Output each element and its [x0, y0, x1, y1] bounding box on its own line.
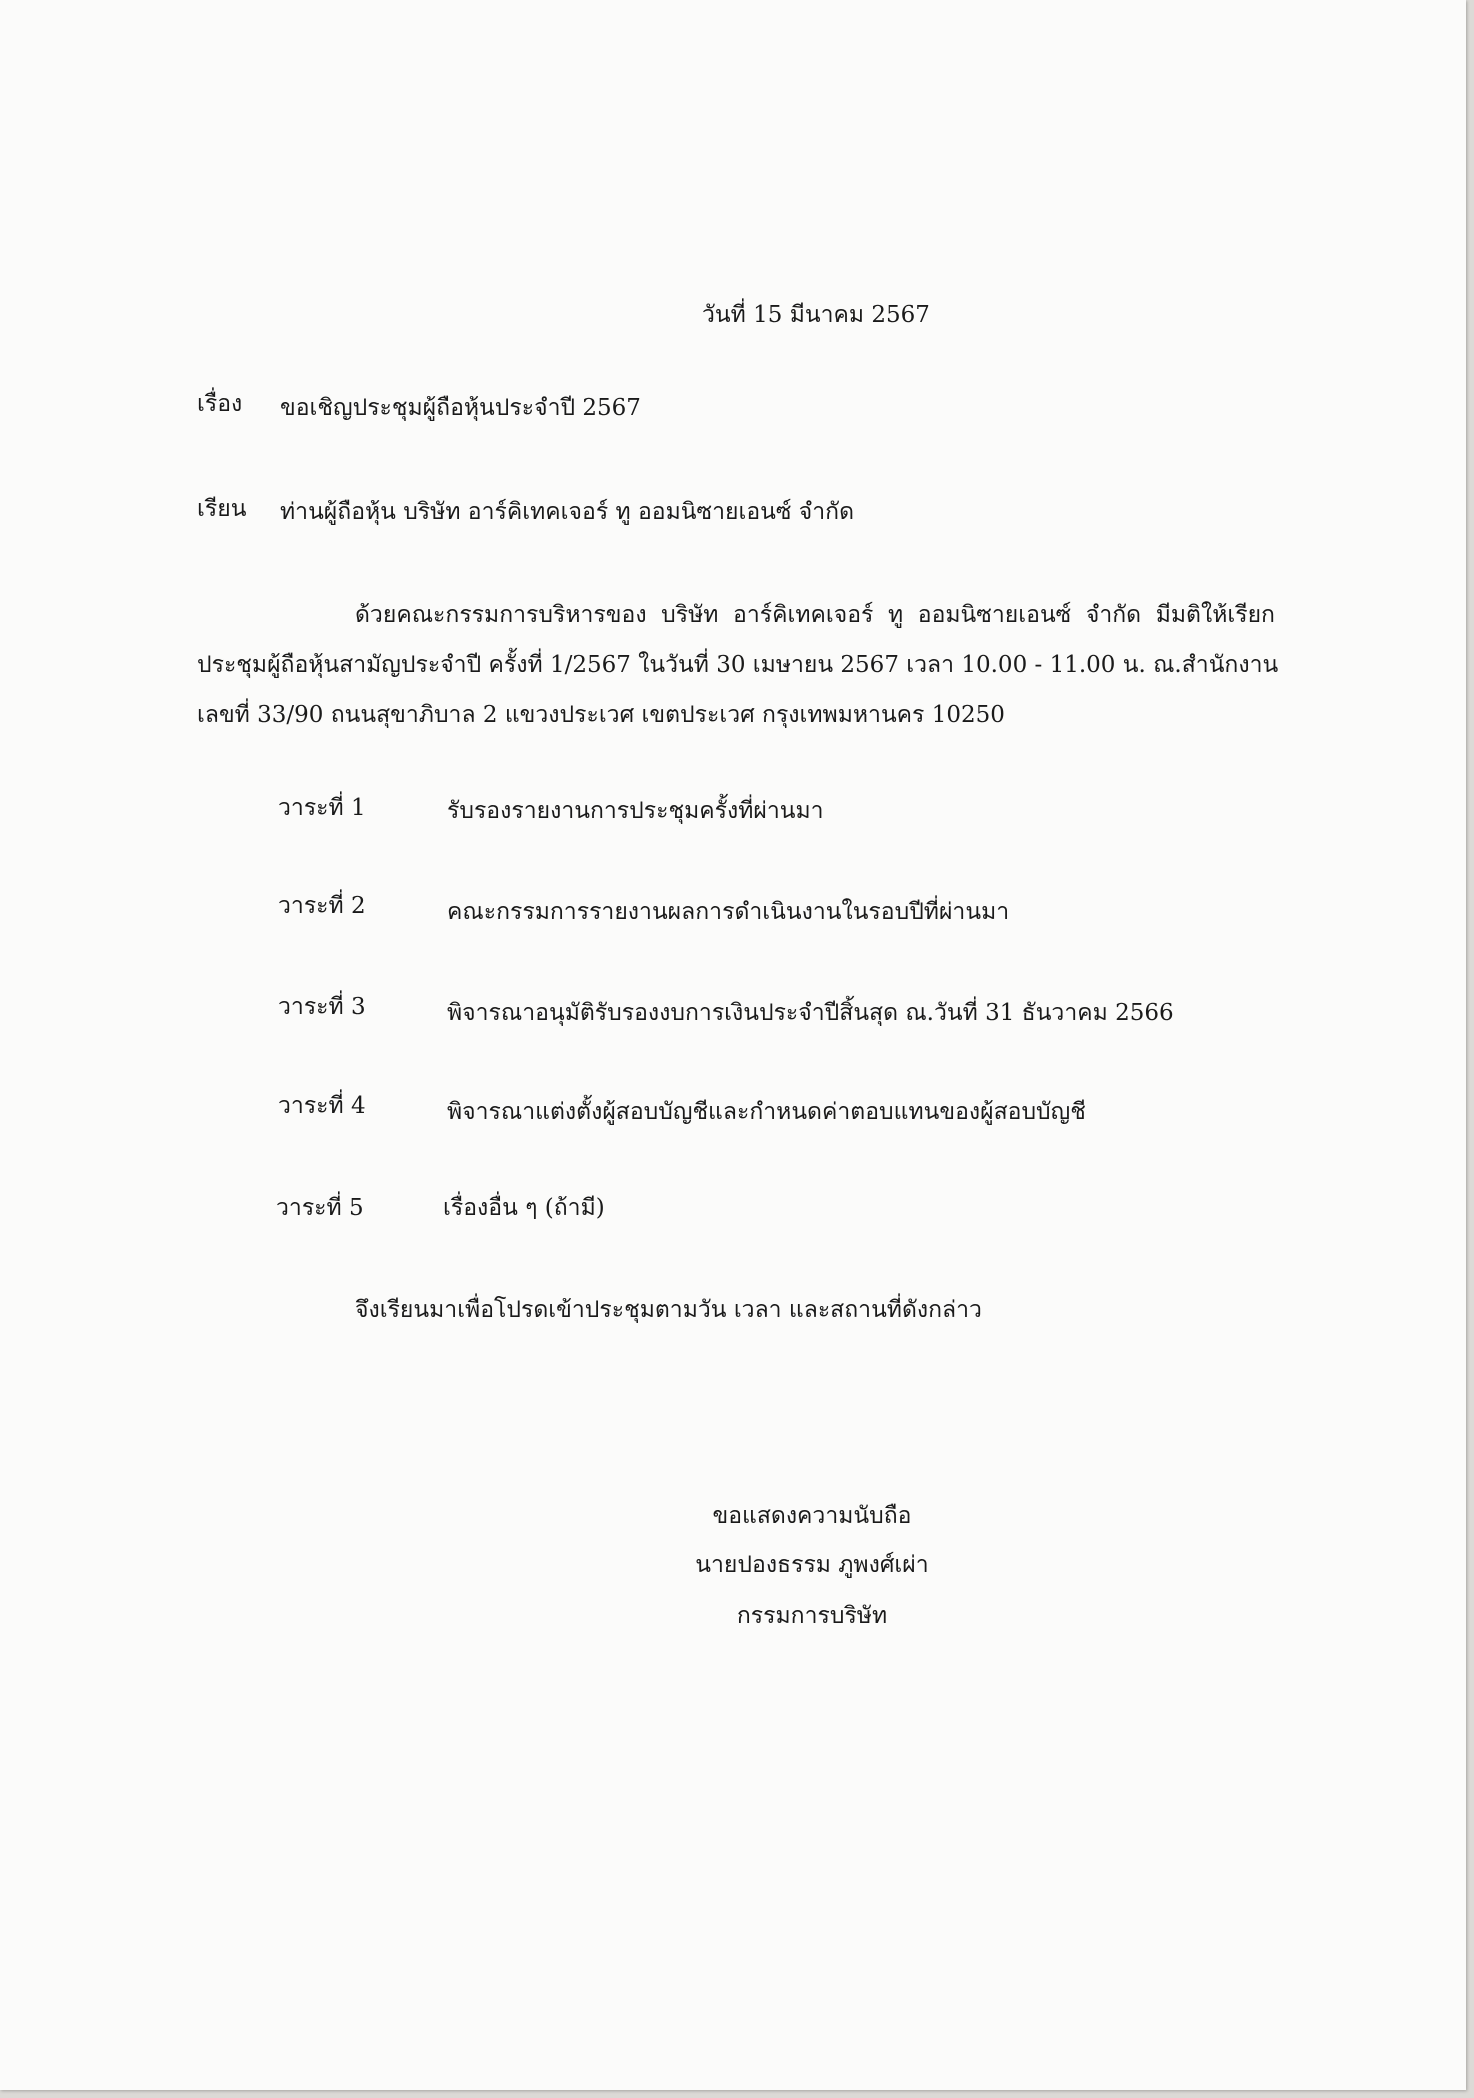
- body-line-2: ประชุมผู้ถือหุ้นสามัญประจำปี ครั้งที่ 1/2567 ในวันที่ 30 เมษายน 2567 เวลา 10.00 - 11.00 น. ณ.สำนักงาน: [197, 652, 1279, 678]
- closing-line: จึงเรียนมาเพื่อโปรดเข้าประชุมตามวัน เวลา และสถานที่ดังกล่าว: [355, 1297, 982, 1323]
- agenda-5-label: วาระที่ 5: [276, 1195, 364, 1221]
- agenda-1-label: วาระที่ 1: [278, 795, 366, 821]
- agenda-4-text: พิจารณาแต่งตั้งผู้สอบบัญชีและกำหนดค่าตอบแทนของผู้สอบบัญชี: [447, 1099, 1086, 1125]
- subject-text: ขอเชิญประชุมผู้ถือหุ้นประจำปี 2567: [280, 395, 641, 421]
- signature-title: กรรมการบริษัท: [736, 1603, 888, 1629]
- recipient-text: ท่านผู้ถือหุ้น บริษัท อาร์คิเทคเจอร์ ทู ออมนิซายเอนซ์ จำกัด: [280, 499, 855, 525]
- agenda-3-text: พิจารณาอนุมัติรับรองงบการเงินประจำปีสิ้นสุด ณ.วันที่ 31 ธันวาคม 2566: [447, 1000, 1174, 1026]
- signature-name: นายปองธรรม ภูพงศ์เผ่า: [695, 1552, 929, 1578]
- body-line-1: ด้วยคณะกรรมการบริหารของ บริษัท อาร์คิเทคเจอร์ ทู ออมนิซายเอนซ์ จำกัด มีมติให้เรียก: [355, 602, 1275, 628]
- agenda-4-label: วาระที่ 4: [278, 1093, 366, 1119]
- recipient-label: เรียน: [197, 496, 247, 522]
- signature-regards: ขอแสดงความนับถือ: [712, 1503, 912, 1529]
- agenda-1-text: รับรองรายงานการประชุมครั้งที่ผ่านมา: [447, 798, 824, 824]
- letter-date: วันที่ 15 มีนาคม 2567: [702, 302, 930, 328]
- body-line-3: เลขที่ 33/90 ถนนสุขาภิบาล 2 แขวงประเวศ เขตประเวศ กรุงเทพมหานคร 10250: [197, 702, 1005, 728]
- agenda-2-label: วาระที่ 2: [278, 893, 366, 919]
- agenda-3-label: วาระที่ 3: [278, 994, 366, 1020]
- agenda-5-text: เรื่องอื่น ๆ (ถ้ามี): [443, 1195, 605, 1221]
- agenda-2-text: คณะกรรมการรายงานผลการดำเนินงานในรอบปีที่ผ่านมา: [447, 899, 1010, 925]
- subject-label: เรื่อง: [197, 391, 243, 417]
